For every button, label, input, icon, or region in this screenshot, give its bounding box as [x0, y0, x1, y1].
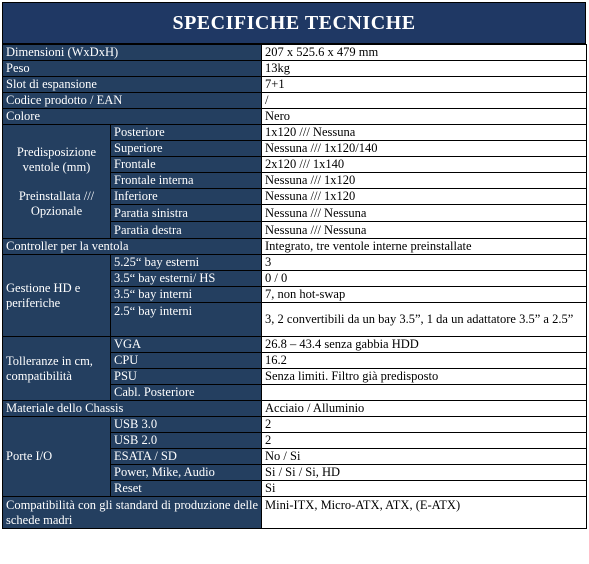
sub-label: USB 2.0 — [111, 433, 262, 449]
row-value-materiale: Acciaio / Alluminio — [262, 401, 587, 417]
sub-value: No / Si — [262, 449, 587, 465]
sub-value: Si — [262, 481, 587, 497]
sub-label: Paratia sinistra — [111, 205, 262, 222]
sub-label: Reset — [111, 481, 262, 497]
sub-label: PSU — [111, 369, 262, 385]
row-value-codice: / — [262, 93, 587, 109]
table-row — [3, 337, 587, 353]
sub-label: Inferiore — [111, 189, 262, 205]
sub-value: 1x120 /// Nessuna — [262, 125, 587, 141]
sub-label: Superiore — [111, 141, 262, 157]
spec-table — [2, 44, 587, 529]
sub-value: Nessuna /// Nessuna — [262, 222, 587, 239]
row-label-materiale: Materiale dello Chassis — [3, 401, 262, 417]
sub-label: 5.25“ bay esterni — [111, 255, 262, 271]
row-label-compat: Compatibilità con gli standard di produzione delle schede madri — [3, 497, 262, 529]
sub-value: 3 — [262, 255, 587, 271]
sub-label: 2.5“ bay interni — [111, 303, 262, 337]
row-label-peso: Peso — [3, 61, 262, 77]
sub-label: ESATA / SD — [111, 449, 262, 465]
sub-value: 2 — [262, 433, 587, 449]
table-row — [3, 125, 587, 141]
group-label-ventole — [3, 125, 111, 239]
row-label-controller: Controller per la ventola — [3, 239, 262, 255]
table-row — [3, 93, 587, 109]
table-row — [3, 61, 587, 77]
sub-value: 2 — [262, 417, 587, 433]
sub-value: 26.8 – 43.4 senza gabbia HDD — [262, 337, 587, 353]
row-value-dimensioni: 207 x 525.6 x 479 mm — [262, 45, 587, 61]
page-title: SPECIFICHE TECNICHE — [2, 2, 586, 44]
table-row — [3, 109, 587, 125]
group-label-porte: Porte I/O — [3, 417, 111, 497]
table-row — [3, 45, 587, 61]
table-row — [3, 417, 587, 433]
row-value-compat: Mini-ITX, Micro-ATX, ATX, (E-ATX) — [262, 497, 587, 529]
row-value-peso: 13kg — [262, 61, 587, 77]
sub-label: 3.5“ bay interni — [111, 287, 262, 303]
sub-label: Posteriore — [111, 125, 262, 141]
row-value-colore: Nero — [262, 109, 587, 125]
sub-label: USB 3.0 — [111, 417, 262, 433]
group-label-hd: Gestione HD e periferiche — [3, 255, 111, 337]
group-label-tolleranze: Tolleranze in cm, compatibilità — [3, 337, 111, 401]
table-row — [3, 255, 587, 271]
sub-label: CPU — [111, 353, 262, 369]
row-value-slot: 7+1 — [262, 77, 587, 93]
row-value-controller: Integrato, tre ventole interne preinstallate — [262, 239, 587, 255]
table-row — [3, 77, 587, 93]
sub-value: 2x120 /// 1x140 — [262, 157, 587, 173]
table-row — [3, 401, 587, 417]
sub-value: 0 / 0 — [262, 271, 587, 287]
row-label-codice: Codice prodotto / EAN — [3, 93, 262, 109]
sub-value: Senza limiti. Filtro già predisposto — [262, 369, 587, 385]
sub-value — [262, 385, 587, 401]
sub-label: Cabl. Posteriore — [111, 385, 262, 401]
sub-value: Nessuna /// 1x120 — [262, 173, 587, 189]
sub-value: 7, non hot-swap — [262, 287, 587, 303]
sub-value: Nessuna /// Nessuna — [262, 205, 587, 222]
ventole-group-title: Predisposizione ventole (mm) — [16, 144, 97, 174]
sub-value: Nessuna /// 1x120 — [262, 189, 587, 205]
sub-value: Si / Si / Si, HD — [262, 465, 587, 481]
sub-label: Paratia destra — [111, 222, 262, 239]
sub-label: Frontale interna — [111, 173, 262, 189]
sub-label: VGA — [111, 337, 262, 353]
ventole-group-subtitle: Preinstallata /// Opzionale — [18, 188, 95, 218]
spec-sheet — [2, 2, 586, 529]
sub-value: Nessuna /// 1x120/140 — [262, 141, 587, 157]
sub-label: 3.5“ bay esterni/ HS — [111, 271, 262, 287]
sub-value: 3, 2 convertibili da un bay 3.5”, 1 da un adattatore 3.5” a 2.5” — [262, 303, 587, 337]
row-label-colore: Colore — [3, 109, 262, 125]
sub-label: Frontale — [111, 157, 262, 173]
row-label-slot: Slot di espansione — [3, 77, 262, 93]
sub-label: Power, Mike, Audio — [111, 465, 262, 481]
table-row — [3, 497, 587, 529]
table-row — [3, 239, 587, 255]
sub-value: 16.2 — [262, 353, 587, 369]
row-label-dimensioni: Dimensioni (WxDxH) — [3, 45, 262, 61]
